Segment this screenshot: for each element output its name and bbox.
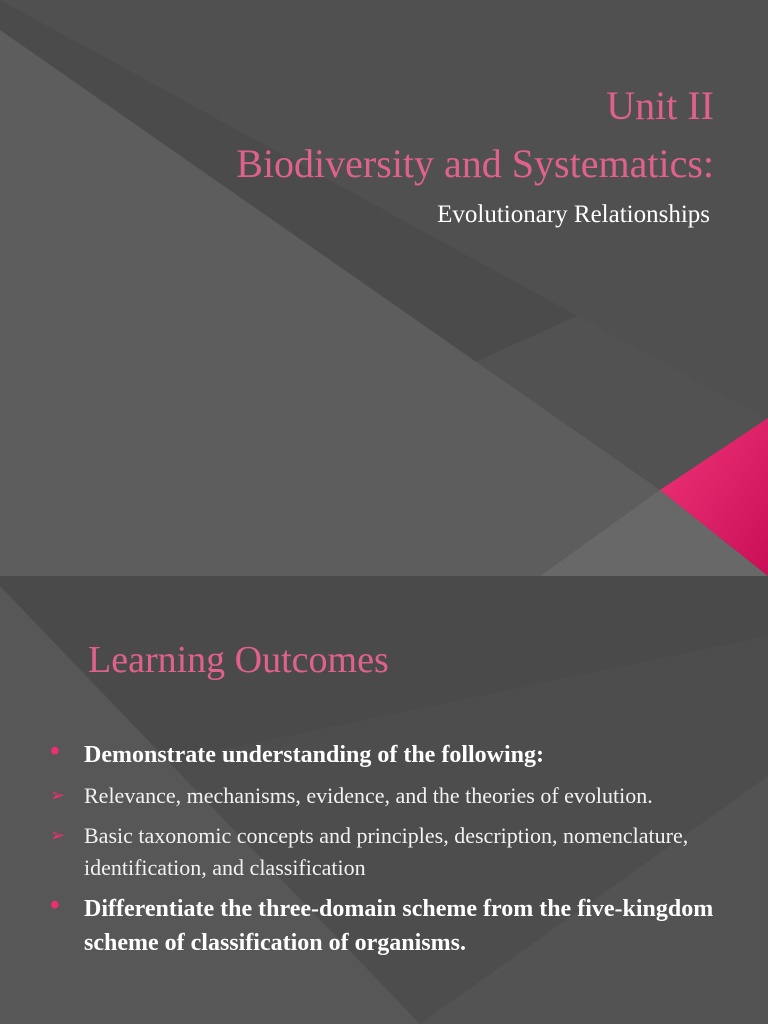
bullet-dot-icon: • xyxy=(50,736,60,767)
title-line-1: Unit II xyxy=(606,83,714,128)
arrow-bullet-icon: ➢ xyxy=(50,825,66,845)
list-item xyxy=(46,892,736,960)
list-item-text: Relevance, mechanisms, evidence, and the theories of evolution. xyxy=(84,783,653,808)
list-item xyxy=(46,780,736,812)
list-item xyxy=(46,738,736,772)
slide-title: Learning Outcomes xyxy=(88,639,389,681)
bullet-dot-icon: • xyxy=(50,890,60,921)
list-item xyxy=(46,820,736,884)
arrow-bullet-icon: ➢ xyxy=(50,785,66,805)
list-item-text: Demonstrate understanding of the following: xyxy=(84,742,544,768)
bullet-list xyxy=(46,738,736,968)
list-item-text: Basic taxonomic concepts and principles, description, nomenclature, identification, and classification xyxy=(84,823,689,880)
title-line-2: Biodiversity and Systematics: xyxy=(236,141,714,186)
subtitle: Evolutionary Relationships xyxy=(437,201,710,228)
list-item-text: Differentiate the three-domain scheme from the five-kingdom scheme of classification of organisms. xyxy=(84,896,714,956)
